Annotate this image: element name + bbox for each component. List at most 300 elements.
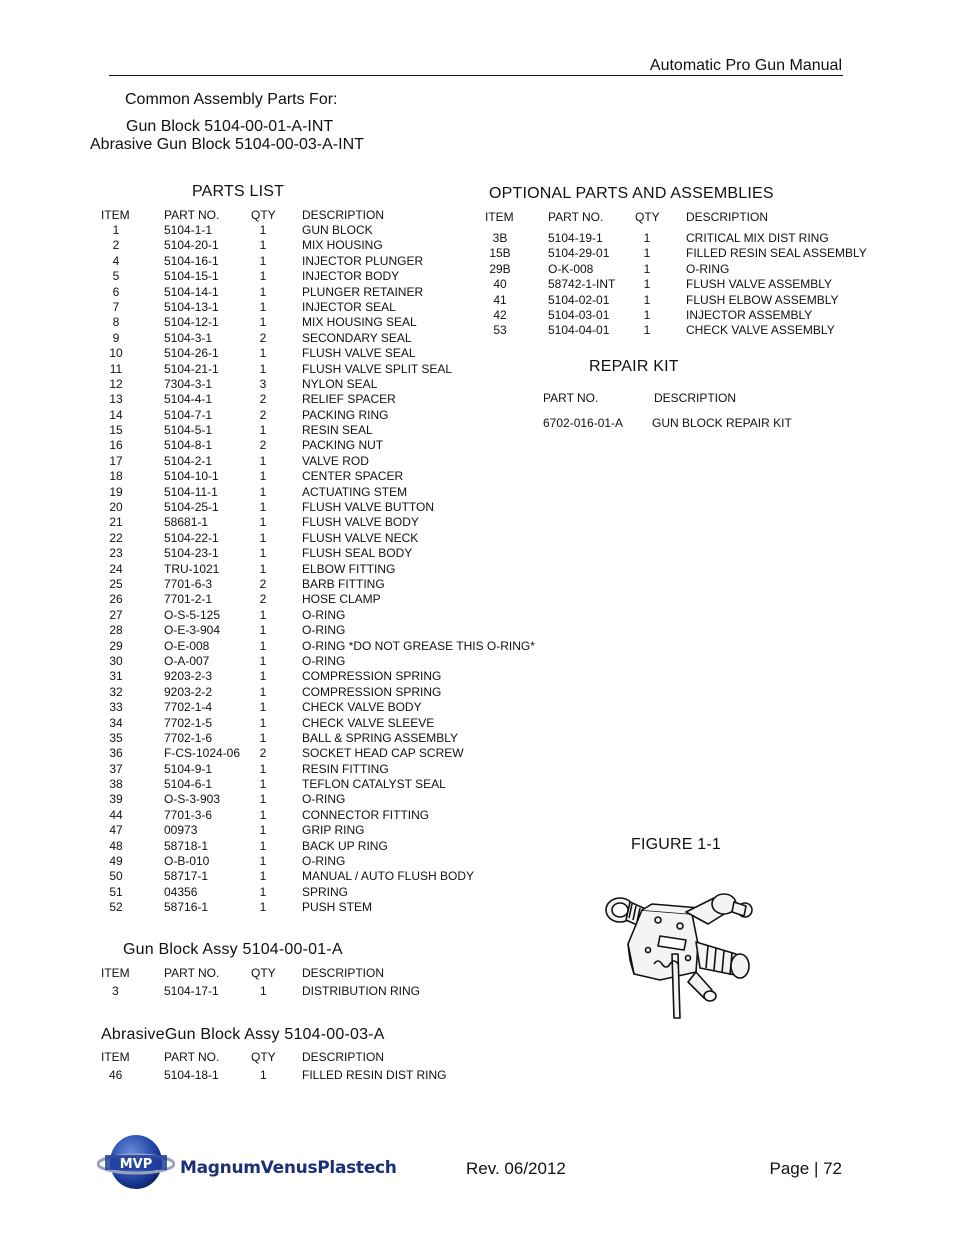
parts-description: ACTUATING STEM xyxy=(302,484,408,499)
parts-item: 23 xyxy=(109,546,123,561)
parts-qty: 1 xyxy=(259,238,267,253)
optional-parts-row xyxy=(0,308,900,323)
gun-block-assembly-illustration xyxy=(600,880,760,1025)
aba-col-item-header: ITEM xyxy=(101,1050,130,1064)
parts-part-no: 5104-4-1 xyxy=(164,392,213,407)
aba-qty: 1 xyxy=(260,1068,267,1082)
rk-col-part-header: PART NO. xyxy=(543,391,599,405)
parts-qty: 1 xyxy=(259,823,267,838)
parts-list-row xyxy=(0,669,560,684)
parts-description: INJECTOR BODY xyxy=(302,269,400,284)
parts-qty: 1 xyxy=(259,838,267,853)
parts-qty: 1 xyxy=(259,284,267,299)
parts-part-no: 5104-20-1 xyxy=(164,238,219,253)
parts-qty: 2 xyxy=(259,592,267,607)
opt-part-no: 5104-29-01 xyxy=(548,246,610,261)
parts-item: 29 xyxy=(109,638,123,653)
gba-desc: DISTRIBUTION RING xyxy=(302,984,421,998)
parts-description: GRIP RING xyxy=(302,823,365,838)
col-qty-header: QTY xyxy=(251,208,276,222)
parts-item: 19 xyxy=(109,484,123,499)
parts-part-no: O-S-5-125 xyxy=(164,607,221,622)
parts-list-row xyxy=(0,577,560,592)
parts-item: 26 xyxy=(109,592,123,607)
parts-item: 11 xyxy=(109,361,123,376)
opt-item: 3B xyxy=(492,231,508,245)
parts-qty: 1 xyxy=(259,900,267,915)
parts-description: VALVE ROD xyxy=(302,453,369,468)
parts-description: BALL & SPRING ASSEMBLY xyxy=(302,730,459,745)
parts-item: 52 xyxy=(109,900,123,915)
parts-part-no: 9203-2-3 xyxy=(164,669,213,684)
parts-item: 6 xyxy=(112,284,120,299)
parts-list-row xyxy=(0,792,560,807)
rk-part: 6702-016-01-A xyxy=(543,416,624,430)
parts-item: 7 xyxy=(112,299,120,314)
mvp-logo-icon xyxy=(97,1133,175,1191)
parts-item: 14 xyxy=(109,407,123,422)
col-part-header: PART NO. xyxy=(164,208,220,222)
parts-qty: 2 xyxy=(259,746,267,761)
opt-qty: 1 xyxy=(643,292,651,307)
parts-part-no: 5104-21-1 xyxy=(164,361,219,376)
parts-qty: 1 xyxy=(259,546,267,561)
parts-description: RESIN FITTING xyxy=(302,761,389,776)
parts-description: RELIEF SPACER xyxy=(302,392,396,407)
optional-parts-table xyxy=(0,231,900,339)
optional-parts-row xyxy=(0,323,900,338)
parts-description: FLUSH SEAL BODY xyxy=(302,546,413,561)
gba-col-desc-header: DESCRIPTION xyxy=(302,966,385,980)
gba-col-part-header: PART NO. xyxy=(164,966,220,980)
parts-qty: 1 xyxy=(259,361,267,376)
parts-list-title: PARTS LIST xyxy=(192,183,285,200)
opt-item: 29B xyxy=(489,261,511,276)
parts-description: COMPRESSION SPRING xyxy=(302,669,442,684)
parts-qty: 2 xyxy=(259,392,267,407)
parts-qty: 1 xyxy=(259,623,267,638)
parts-description: O-RING xyxy=(302,792,346,807)
parts-qty: 1 xyxy=(259,423,267,438)
parts-description: ELBOW FITTING xyxy=(302,561,396,576)
aba-col-desc-header: DESCRIPTION xyxy=(302,1050,385,1064)
parts-qty: 2 xyxy=(259,576,267,591)
intro-abrasive-gun-block: Abrasive Gun Block 5104-00-03-A-INT xyxy=(90,136,364,153)
parts-list-row xyxy=(0,716,560,731)
parts-qty: 1 xyxy=(259,869,267,884)
parts-qty: 1 xyxy=(259,484,267,499)
parts-description: SOCKET HEAD CAP SCREW xyxy=(302,746,464,761)
parts-qty: 1 xyxy=(259,299,267,314)
parts-qty: 1 xyxy=(259,761,267,776)
parts-part-no: 58717-1 xyxy=(164,869,209,884)
parts-list-row xyxy=(0,377,560,392)
opt-part-no: 58742-1-INT xyxy=(548,277,616,292)
parts-list-row xyxy=(0,762,560,777)
parts-qty: 1 xyxy=(259,346,267,361)
opt-qty: 1 xyxy=(643,231,651,245)
parts-part-no: 5104-23-1 xyxy=(164,546,219,561)
parts-qty: 1 xyxy=(259,607,267,622)
parts-item: 36 xyxy=(109,746,123,761)
parts-list-row xyxy=(0,469,560,484)
opt-item: 15B xyxy=(489,246,511,261)
gba-col-qty-header: QTY xyxy=(251,966,276,980)
parts-description: SPRING xyxy=(302,884,349,899)
parts-part-no: 7701-2-1 xyxy=(164,592,213,607)
opt-qty: 1 xyxy=(643,261,651,276)
parts-item: 9 xyxy=(112,330,120,345)
parts-qty: 1 xyxy=(259,253,267,268)
parts-part-no: O-A-007 xyxy=(164,653,210,668)
parts-part-no: 58681-1 xyxy=(164,515,209,530)
parts-list-row xyxy=(0,562,560,577)
parts-qty: 1 xyxy=(259,500,267,515)
figure-label: FIGURE 1-1 xyxy=(631,836,722,853)
parts-item: 38 xyxy=(109,777,123,792)
parts-list-row xyxy=(0,746,560,761)
opt-item: 53 xyxy=(493,323,507,338)
parts-description: O-RING xyxy=(302,854,346,869)
parts-part-no: O-E-008 xyxy=(164,638,210,653)
parts-description: CENTER SPACER xyxy=(302,469,404,484)
parts-qty: 1 xyxy=(259,269,267,284)
parts-list-row xyxy=(0,485,560,500)
parts-description: O-RING xyxy=(302,607,346,622)
opt-col-part-header: PART NO. xyxy=(548,210,604,224)
parts-item: 37 xyxy=(109,761,123,776)
abrasive-assy-row xyxy=(0,1068,560,1083)
parts-item: 10 xyxy=(109,346,123,361)
parts-part-no: 5104-10-1 xyxy=(164,469,219,484)
parts-description: HOSE CLAMP xyxy=(302,592,381,607)
parts-description: CONNECTOR FITTING xyxy=(302,807,430,822)
opt-item: 42 xyxy=(493,307,507,322)
parts-qty: 1 xyxy=(259,854,267,869)
parts-qty: 1 xyxy=(259,530,267,545)
aba-desc: FILLED RESIN DIST RING xyxy=(302,1068,447,1082)
parts-description: CHECK VALVE BODY xyxy=(302,700,422,715)
opt-col-desc-header: DESCRIPTION xyxy=(686,210,769,224)
parts-list-row xyxy=(0,362,560,377)
parts-qty: 1 xyxy=(259,653,267,668)
parts-qty: 1 xyxy=(259,453,267,468)
opt-description: CHECK VALVE ASSEMBLY xyxy=(686,323,835,338)
parts-qty: 3 xyxy=(259,376,267,391)
parts-description: MIX HOUSING xyxy=(302,238,383,253)
repair-kit-row xyxy=(0,416,900,431)
parts-description: FLUSH VALVE NECK xyxy=(302,530,419,545)
parts-part-no: 5104-9-1 xyxy=(164,761,213,776)
parts-description: INJECTOR SEAL xyxy=(302,299,396,314)
parts-item: 15 xyxy=(109,423,123,438)
rk-desc: GUN BLOCK REPAIR KIT xyxy=(652,416,792,430)
parts-description: COMPRESSION SPRING xyxy=(302,684,442,699)
parts-part-no: TRU-1021 xyxy=(164,561,220,576)
parts-part-no: 7701-3-6 xyxy=(164,807,213,822)
parts-item: 8 xyxy=(112,315,120,330)
parts-part-no: 00973 xyxy=(164,823,198,838)
parts-item: 18 xyxy=(109,469,123,484)
opt-description: FILLED RESIN SEAL ASSEMBLY xyxy=(686,246,867,261)
parts-qty: 1 xyxy=(259,223,267,237)
parts-description: BARB FITTING xyxy=(302,576,385,591)
rk-col-desc-header: DESCRIPTION xyxy=(654,391,737,405)
gba-part: 5104-17-1 xyxy=(164,984,219,998)
optional-parts-title: OPTIONAL PARTS AND ASSEMBLIES xyxy=(489,185,774,202)
parts-description: O-RING xyxy=(302,623,346,638)
opt-col-qty-header: QTY xyxy=(635,210,660,224)
parts-item: 21 xyxy=(109,515,123,530)
parts-qty: 1 xyxy=(259,469,267,484)
parts-list-row xyxy=(0,839,560,854)
parts-description: MANUAL / AUTO FLUSH BODY xyxy=(302,869,475,884)
parts-item: 16 xyxy=(109,438,123,453)
parts-list-row xyxy=(0,592,560,607)
parts-part-no: 5104-14-1 xyxy=(164,284,219,299)
parts-list-row xyxy=(0,808,560,823)
parts-list-row xyxy=(0,731,560,746)
opt-description: FLUSH ELBOW ASSEMBLY xyxy=(686,292,839,307)
parts-part-no: 9203-2-2 xyxy=(164,684,213,699)
parts-description: FLUSH VALVE SEAL xyxy=(302,346,416,361)
parts-qty: 1 xyxy=(259,884,267,899)
abrasive-assy-title: AbrasiveGun Block Assy 5104-00-03-A xyxy=(101,1026,385,1043)
parts-list-row xyxy=(0,546,560,561)
opt-qty: 1 xyxy=(643,246,651,261)
logo-mark-text: MVP xyxy=(119,1157,153,1172)
parts-description: GUN BLOCK xyxy=(302,223,373,237)
abrasive-assy-header xyxy=(0,1050,560,1065)
parts-qty: 2 xyxy=(259,407,267,422)
parts-part-no: 5104-15-1 xyxy=(164,269,219,284)
parts-list-row xyxy=(0,823,560,838)
opt-qty: 1 xyxy=(643,277,651,292)
repair-kit-title: REPAIR KIT xyxy=(589,358,679,375)
parts-list-row xyxy=(0,531,560,546)
gba-col-item-header: ITEM xyxy=(101,966,130,980)
intro-gun-block: Gun Block 5104-00-01-A-INT xyxy=(126,118,334,135)
parts-part-no: 5104-13-1 xyxy=(164,299,219,314)
parts-qty: 2 xyxy=(259,330,267,345)
parts-part-no: 5104-2-1 xyxy=(164,453,213,468)
parts-item: 17 xyxy=(109,453,123,468)
parts-item: 30 xyxy=(109,653,123,668)
parts-qty: 1 xyxy=(259,561,267,576)
header-rule xyxy=(109,75,843,76)
parts-item: 13 xyxy=(109,392,123,407)
opt-part-no: 5104-04-01 xyxy=(548,323,610,338)
parts-part-no: 04356 xyxy=(164,884,198,899)
parts-item: 25 xyxy=(109,576,123,591)
parts-item: 32 xyxy=(109,684,123,699)
parts-part-no: O-B-010 xyxy=(164,854,210,869)
col-desc-header: DESCRIPTION xyxy=(302,208,385,222)
parts-description: PLUNGER RETAINER xyxy=(302,284,424,299)
gun-block-assy-header xyxy=(0,966,560,981)
parts-part-no: F-CS-1024-06 xyxy=(164,746,241,761)
parts-description: O-RING xyxy=(302,653,346,668)
parts-item: 35 xyxy=(109,730,123,745)
parts-part-no: 5104-12-1 xyxy=(164,315,219,330)
aba-item: 46 xyxy=(109,1068,123,1082)
parts-description: FLUSH VALVE BUTTON xyxy=(302,500,435,515)
parts-part-no: 7702-1-4 xyxy=(164,700,213,715)
parts-item: 1 xyxy=(112,223,120,237)
parts-description: O-RING *DO NOT GREASE THIS O-RING* xyxy=(302,638,535,653)
parts-qty: 1 xyxy=(259,669,267,684)
optional-parts-row xyxy=(0,277,900,292)
parts-item: 44 xyxy=(109,807,123,822)
parts-part-no: 5104-6-1 xyxy=(164,777,213,792)
parts-list-row xyxy=(0,777,560,792)
opt-part-no: 5104-02-01 xyxy=(548,292,610,307)
parts-item: 34 xyxy=(109,715,123,730)
gba-item: 3 xyxy=(112,984,119,998)
parts-description: SECONDARY SEAL xyxy=(302,330,412,345)
parts-list-row xyxy=(0,685,560,700)
parts-qty: 1 xyxy=(259,715,267,730)
parts-part-no: 5104-16-1 xyxy=(164,253,219,268)
parts-part-no: 7304-3-1 xyxy=(164,376,213,391)
parts-list-row xyxy=(0,639,560,654)
parts-list-row xyxy=(0,500,560,515)
parts-description: CHECK VALVE SLEEVE xyxy=(302,715,435,730)
parts-part-no: 5104-11-1 xyxy=(164,484,218,499)
parts-part-no: 5104-8-1 xyxy=(164,438,213,453)
parts-item: 22 xyxy=(109,530,123,545)
parts-item: 33 xyxy=(109,700,123,715)
parts-description: PACKING NUT xyxy=(302,438,384,453)
parts-description: BACK UP RING xyxy=(302,838,388,853)
parts-qty: 1 xyxy=(259,638,267,653)
parts-qty: 1 xyxy=(259,515,267,530)
opt-description: INJECTOR ASSEMBLY xyxy=(686,307,813,322)
parts-part-no: 7702-1-5 xyxy=(164,715,213,730)
parts-item: 47 xyxy=(109,823,123,838)
parts-qty: 1 xyxy=(259,684,267,699)
parts-item: 27 xyxy=(109,607,123,622)
parts-qty: 1 xyxy=(259,777,267,792)
parts-item: 31 xyxy=(109,669,123,684)
optional-parts-row xyxy=(0,246,900,261)
parts-qty: 2 xyxy=(259,438,267,453)
parts-part-no: 5104-1-1 xyxy=(164,223,213,237)
parts-part-no: 7701-6-3 xyxy=(164,576,213,591)
parts-part-no: 58716-1 xyxy=(164,900,209,915)
page-number: Page | 72 xyxy=(769,1159,842,1178)
parts-list-row xyxy=(0,438,560,453)
parts-description: FLUSH VALVE SPLIT SEAL xyxy=(302,361,453,376)
parts-qty: 1 xyxy=(259,315,267,330)
parts-description: PACKING RING xyxy=(302,407,389,422)
opt-part-no: 5104-19-1 xyxy=(548,231,603,245)
parts-list-row xyxy=(0,854,560,869)
parts-part-no: 5104-5-1 xyxy=(164,423,213,438)
parts-item: 48 xyxy=(109,838,123,853)
parts-description: PUSH STEM xyxy=(302,900,373,915)
repair-kit-header xyxy=(0,391,900,406)
parts-list-row xyxy=(0,654,560,669)
opt-part-no: 5104-03-01 xyxy=(548,307,610,322)
parts-part-no: 5104-3-1 xyxy=(164,330,213,345)
parts-item: 24 xyxy=(109,561,123,576)
aba-col-qty-header: QTY xyxy=(251,1050,276,1064)
parts-list-row xyxy=(0,900,560,915)
parts-part-no: 5104-22-1 xyxy=(164,530,219,545)
parts-item: 4 xyxy=(112,253,120,268)
optional-parts-header xyxy=(0,210,900,225)
parts-item: 50 xyxy=(109,869,123,884)
aba-part: 5104-18-1 xyxy=(164,1068,219,1082)
parts-item: 2 xyxy=(112,238,120,253)
parts-list-row xyxy=(0,454,560,469)
opt-col-item-header: ITEM xyxy=(485,210,514,224)
parts-list-row xyxy=(0,346,560,361)
parts-list-row xyxy=(0,700,560,715)
parts-description: INJECTOR PLUNGER xyxy=(302,253,424,268)
parts-part-no: 58718-1 xyxy=(164,838,209,853)
parts-part-no: 7702-1-6 xyxy=(164,730,213,745)
opt-part-no: O-K-008 xyxy=(548,261,594,276)
opt-qty: 1 xyxy=(643,307,651,322)
parts-qty: 1 xyxy=(259,730,267,745)
optional-parts-row xyxy=(0,262,900,277)
parts-list-row xyxy=(0,885,560,900)
optional-parts-row xyxy=(0,231,900,246)
opt-qty: 1 xyxy=(643,323,651,338)
parts-qty: 1 xyxy=(259,700,267,715)
revision-date: Rev. 06/2012 xyxy=(466,1159,566,1178)
parts-item: 12 xyxy=(109,376,123,391)
parts-description: FLUSH VALVE BODY xyxy=(302,515,419,530)
manual-title: Automatic Pro Gun Manual xyxy=(649,57,842,74)
opt-description: FLUSH VALVE ASSEMBLY xyxy=(686,277,833,292)
aba-col-part-header: PART NO. xyxy=(164,1050,220,1064)
parts-description: NYLON SEAL xyxy=(302,376,378,391)
opt-description: CRITICAL MIX DIST RING xyxy=(686,231,829,245)
gba-qty: 1 xyxy=(260,984,267,998)
parts-part-no: 5104-7-1 xyxy=(164,407,213,422)
parts-description: TEFLON CATALYST SEAL xyxy=(302,777,446,792)
parts-item: 49 xyxy=(109,854,123,869)
parts-item: 28 xyxy=(109,623,123,638)
optional-parts-row xyxy=(0,293,900,308)
parts-list-row xyxy=(0,623,560,638)
parts-list-row xyxy=(0,869,560,884)
parts-qty: 1 xyxy=(259,792,267,807)
gun-block-assy-title: Gun Block Assy 5104-00-01-A xyxy=(123,941,343,958)
parts-list-row xyxy=(0,515,560,530)
parts-item: 39 xyxy=(109,792,123,807)
parts-item: 51 xyxy=(109,884,123,899)
opt-description: O-RING xyxy=(686,261,730,276)
company-logo-text: MagnumVenusPlastech xyxy=(180,1158,397,1178)
parts-list-row xyxy=(0,608,560,623)
intro-heading: Common Assembly Parts For: xyxy=(125,91,338,108)
parts-part-no: 5104-26-1 xyxy=(164,346,219,361)
opt-item: 40 xyxy=(493,277,507,292)
parts-description: RESIN SEAL xyxy=(302,423,373,438)
opt-item: 41 xyxy=(493,292,507,307)
parts-item: 5 xyxy=(112,269,120,284)
parts-description: MIX HOUSING SEAL xyxy=(302,315,417,330)
parts-part-no: O-E-3-904 xyxy=(164,623,221,638)
parts-part-no: 5104-25-1 xyxy=(164,500,219,515)
parts-qty: 1 xyxy=(259,807,267,822)
parts-item: 20 xyxy=(109,500,123,515)
gun-block-assy-row xyxy=(0,984,560,999)
